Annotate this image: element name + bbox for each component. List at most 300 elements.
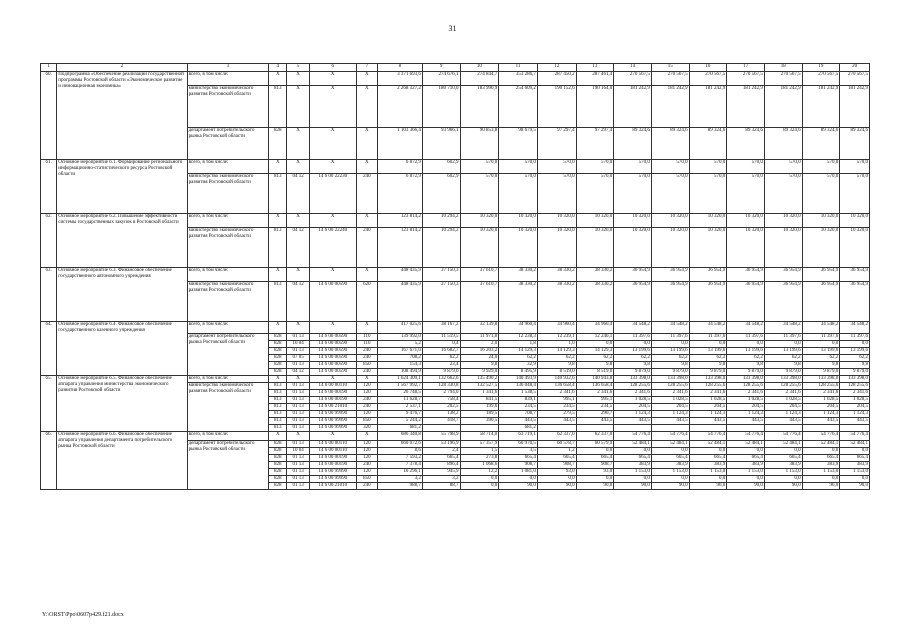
code-cell: 120 xyxy=(356,469,377,476)
value-cell: 204,5 xyxy=(689,404,727,411)
value-cell: 90,0 xyxy=(537,483,576,490)
value-cell: 133 398,0 xyxy=(802,376,840,383)
value-cell: 0,0 xyxy=(802,476,840,483)
code-cell: X xyxy=(287,214,309,228)
value-cell: 128 255,6 xyxy=(651,383,689,390)
value-cell: 90,0 xyxy=(576,483,614,490)
value-cell: 908,7 xyxy=(499,462,538,469)
value-cell: 1 153,0 xyxy=(651,469,689,476)
page-number: 31 xyxy=(448,24,457,33)
value-cell: 90,0 xyxy=(499,483,538,490)
value-cell: 570,0 xyxy=(802,160,840,174)
value-cell: 9,8 xyxy=(727,362,765,369)
row-executor: департамент потребительского рынка Ростовской области xyxy=(187,334,268,376)
value-cell: 93,0 xyxy=(537,469,576,476)
value-cell: 1 028,5 xyxy=(614,397,652,404)
value-cell: 90 853,8 xyxy=(460,128,499,160)
value-cell xyxy=(651,425,689,432)
value-cell: 0,0 xyxy=(499,476,538,483)
value-cell: 708,2 xyxy=(378,355,423,362)
value-cell: 383,9 xyxy=(764,462,802,469)
value-cell: 841,5 xyxy=(460,397,499,404)
value-cell: 52 484,1 xyxy=(651,441,689,448)
code-cell: 813 xyxy=(269,282,287,322)
code-cell: 120 xyxy=(356,383,377,390)
code-cell: 850 xyxy=(356,418,377,425)
code-cell: 813 xyxy=(269,411,287,418)
value-cell: 0,0 xyxy=(614,476,652,483)
value-cell: 570,0 xyxy=(651,174,689,214)
value-cell: 13 199,6 xyxy=(840,348,870,355)
code-cell: 813 xyxy=(269,383,287,390)
value-cell: 128 255,6 xyxy=(802,383,840,390)
value-cell: 54 776,4 xyxy=(764,432,802,441)
value-cell: 181 242,9 xyxy=(802,86,840,128)
code-cell: X xyxy=(287,128,309,160)
row-executor: всего, в том числе: xyxy=(187,432,268,441)
value-cell: 36 954,9 xyxy=(651,282,689,322)
code-cell: 01 13 xyxy=(287,390,309,397)
value-cell: 38 330,2 xyxy=(537,268,576,282)
code-cell: X xyxy=(309,214,356,228)
value-cell: 10 320,0 xyxy=(460,228,499,268)
code-cell: X xyxy=(356,160,377,174)
value-cell: 448 435,9 xyxy=(378,268,423,282)
code-cell: 01 13 xyxy=(287,348,309,355)
value-cell: 5,2 xyxy=(378,341,423,348)
value-cell: 10 320,0 xyxy=(840,228,870,268)
value-cell: 270 567,5 xyxy=(614,72,652,86)
value-cell: 3,5 xyxy=(499,448,538,455)
value-cell: 2 341,6 xyxy=(576,390,614,397)
code-cell: 04 12 xyxy=(287,228,309,268)
value-cell: 443,5 xyxy=(651,418,689,425)
value-cell: 287 461,4 xyxy=(576,72,614,86)
value-cell: 136 658,4 xyxy=(537,383,576,390)
value-cell: 9 879,0 xyxy=(614,369,652,376)
code-cell: X xyxy=(356,322,377,334)
value-cell: 1,0 xyxy=(537,341,576,348)
code-cell: 01 13 xyxy=(287,483,309,490)
value-cell xyxy=(576,425,614,432)
value-cell: 133 398,0 xyxy=(614,376,652,383)
code-cell: 14 6 00 00190 xyxy=(309,462,356,469)
value-cell: 52 484,1 xyxy=(802,441,840,448)
value-cell: 1 624 309,1 xyxy=(378,376,423,383)
header-cell: 6 xyxy=(309,64,356,72)
value-cell: 190 152,6 xyxy=(537,86,576,128)
budget-table xyxy=(40,63,870,490)
value-cell: 390,5 xyxy=(460,418,499,425)
value-cell: 8 519,0 xyxy=(537,369,576,376)
value-cell: 3,2 xyxy=(378,476,423,483)
value-cell: 204,5 xyxy=(764,404,802,411)
code-cell: X xyxy=(269,72,287,86)
code-cell: 120 xyxy=(356,390,377,397)
value-cell: 945,9 xyxy=(422,469,460,476)
header-cell: 4 xyxy=(269,64,287,72)
row-executor: министерство экономического развития Ростовской области xyxy=(187,174,268,214)
code-cell: X xyxy=(309,72,356,86)
value-cell: 204,5 xyxy=(614,404,652,411)
value-cell: 0,0 xyxy=(576,476,614,483)
value-cell: 9 929,0 xyxy=(460,369,499,376)
value-cell: 10 320,0 xyxy=(614,214,652,228)
row-executor: всего, в том числе: xyxy=(187,160,268,174)
value-cell xyxy=(689,425,727,432)
value-cell: 12 238,3 xyxy=(499,334,538,341)
value-cell: 681,2 xyxy=(378,425,423,432)
value-cell: 132 527,5 xyxy=(460,383,499,390)
value-cell: 1 028,5 xyxy=(689,397,727,404)
value-cell: 13 199,6 xyxy=(614,348,652,355)
value-cell: 36 954,9 xyxy=(651,268,689,282)
value-cell: 0,0 xyxy=(764,476,802,483)
code-cell: 01 13 xyxy=(287,469,309,476)
value-cell: 62,2 xyxy=(537,355,576,362)
value-cell: 570,0 xyxy=(840,160,870,174)
value-cell: 16 682,7 xyxy=(422,348,460,355)
value-cell: 570,0 xyxy=(651,160,689,174)
code-cell: 240 xyxy=(356,397,377,404)
code-cell: X xyxy=(269,214,287,228)
value-cell: 10 320,0 xyxy=(576,228,614,268)
value-cell: 128 255,6 xyxy=(689,383,727,390)
code-cell: 240 xyxy=(356,174,377,214)
value-cell: 10 320,0 xyxy=(651,214,689,228)
value-cell: 133 398,0 xyxy=(764,376,802,383)
code-cell: 14 6 00 00590 xyxy=(309,355,356,362)
header-cell: 15 xyxy=(651,64,689,72)
value-cell: 140 943,8 xyxy=(576,376,614,383)
value-cell: 52 484,1 xyxy=(614,441,652,448)
code-cell: 14 6 00 00590 xyxy=(309,369,356,376)
value-cell: 1 538,5 xyxy=(499,390,538,397)
value-cell: 38 330,2 xyxy=(576,268,614,282)
code-cell: X xyxy=(309,322,356,334)
value-cell: 90,0 xyxy=(764,483,802,490)
value-cell: 0,0 xyxy=(614,341,652,348)
value-cell: 34 548,2 xyxy=(689,322,727,334)
value-cell: 133 398,0 xyxy=(689,376,727,383)
header-cell: 19 xyxy=(802,64,840,72)
value-cell: 660 072,6 xyxy=(378,441,423,448)
value-cell xyxy=(537,425,576,432)
value-cell: 36 954,9 xyxy=(764,268,802,282)
code-cell: X xyxy=(356,86,377,128)
header-cell: 5 xyxy=(287,64,309,72)
value-cell: 443,5 xyxy=(499,418,538,425)
value-cell: 570,0 xyxy=(764,160,802,174)
value-cell: 1 124,3 xyxy=(727,411,765,418)
value-cell: 36 954,9 xyxy=(614,282,652,322)
value-cell: 62,2 xyxy=(840,355,870,362)
code-cell: X xyxy=(269,376,287,383)
row-executor: всего, в том числе: xyxy=(187,268,268,282)
value-cell: 9,8 xyxy=(576,362,614,369)
value-cell: 1 124,3 xyxy=(840,411,870,418)
value-cell: 36 954,9 xyxy=(802,282,840,322)
code-cell: 120 xyxy=(356,455,377,462)
value-cell: 383,9 xyxy=(802,462,840,469)
header-cell: 16 xyxy=(689,64,727,72)
value-cell: 10 320,0 xyxy=(499,228,538,268)
value-cell: 10 320,0 xyxy=(537,214,576,228)
value-cell: 443,5 xyxy=(537,418,576,425)
value-cell: 2 341,6 xyxy=(802,390,840,397)
value-cell: 13 199,6 xyxy=(689,348,727,355)
value-cell: 183 990,9 xyxy=(460,86,499,128)
value-cell: 62,2 xyxy=(802,355,840,362)
value-cell: 448 435,9 xyxy=(378,282,423,322)
table-row xyxy=(41,432,870,441)
code-cell: 14 6 00 99990 xyxy=(309,469,356,476)
code-cell: 813 xyxy=(269,228,287,268)
value-cell: 10 320,0 xyxy=(651,228,689,268)
value-cell: 10 320,0 xyxy=(764,228,802,268)
code-cell: 01 13 xyxy=(287,418,309,425)
value-cell: 570,0 xyxy=(499,160,538,174)
value-cell: 62 337,0 xyxy=(537,432,576,441)
value-cell: 9 879,0 xyxy=(840,369,870,376)
value-cell: 11 628,7 xyxy=(378,397,423,404)
value-cell: 1,5 xyxy=(460,448,499,455)
value-cell: 383,9 xyxy=(614,462,652,469)
value-cell: 136 658,4 xyxy=(576,383,614,390)
code-cell: 813 xyxy=(269,397,287,404)
value-cell: 3 371 693,6 xyxy=(378,72,423,86)
value-cell: 0,0 xyxy=(576,448,614,455)
code-cell: 14 6 00 22230 xyxy=(309,174,356,214)
code-cell: 14 6 00 00110 xyxy=(309,441,356,448)
value-cell: 89 324,6 xyxy=(727,128,765,160)
value-cell: 36 954,9 xyxy=(840,268,870,282)
table-header-row xyxy=(41,64,870,72)
value-cell: 570,0 xyxy=(576,174,614,214)
value-cell: 62 337,0 xyxy=(576,432,614,441)
table-row xyxy=(41,376,870,383)
value-cell: 2 537,1 xyxy=(378,404,423,411)
value-cell: 570,0 xyxy=(802,174,840,214)
value-cell: 1 028,5 xyxy=(802,397,840,404)
value-cell: 0,0 xyxy=(840,341,870,348)
value-cell: 11 519,5 xyxy=(422,334,460,341)
value-cell: 135 490,2 xyxy=(460,376,499,383)
value-cell: 2 341,6 xyxy=(764,390,802,397)
code-cell: 14 6 00 21010 xyxy=(309,404,356,411)
value-cell: 52 484,1 xyxy=(840,441,870,448)
value-cell: 189,5 xyxy=(460,411,499,418)
row-executor: всего, в том числе: xyxy=(187,214,268,228)
header-cell: 2 xyxy=(57,64,187,72)
value-cell: 2 341,6 xyxy=(614,390,652,397)
value-cell: 93,0 xyxy=(576,469,614,476)
value-cell: 2 341,6 xyxy=(537,390,576,397)
value-cell: 6 872,9 xyxy=(378,174,423,214)
value-cell: 665,4 xyxy=(651,455,689,462)
value-cell: 16 203,2 xyxy=(460,348,499,355)
code-cell: 10 04 xyxy=(287,448,309,455)
value-cell: 353 286,7 xyxy=(499,72,538,86)
value-cell: 9,8 xyxy=(802,362,840,369)
value-cell: 570,0 xyxy=(764,174,802,214)
code-cell: 01 13 xyxy=(287,362,309,369)
value-cell: 570,0 xyxy=(614,174,652,214)
code-cell: 01 13 xyxy=(287,404,309,411)
row-number: 60. xyxy=(41,72,57,160)
value-cell: 0,0 xyxy=(689,341,727,348)
value-cell: 36 954,9 xyxy=(802,268,840,282)
value-cell: 199,6 xyxy=(460,404,499,411)
row-name: Основное мероприятие 6.5. Финансовое обеспечение аппарата управления министерства экономического развития Ростовской области xyxy=(57,376,187,432)
row-executor: всего, в том числе: xyxy=(187,72,268,86)
code-cell: 14 6 00 99990 xyxy=(309,425,356,432)
value-cell: 204,5 xyxy=(840,404,870,411)
value-cell: 202,5 xyxy=(422,404,460,411)
code-cell: 828 xyxy=(269,334,287,341)
value-cell: 34 960,4 xyxy=(576,322,614,334)
code-cell: 320 xyxy=(356,425,377,432)
code-cell: 14 6 00 99990 xyxy=(309,418,356,425)
value-cell: 14 129,3 xyxy=(499,348,538,355)
value-cell: 58 714,0 xyxy=(460,432,499,441)
value-cell: 0,0 xyxy=(689,448,727,455)
value-cell: 133 398,0 xyxy=(727,376,765,383)
value-cell: 139 992,0 xyxy=(378,334,423,341)
code-cell: 01 13 xyxy=(287,383,309,390)
value-cell: 570,0 xyxy=(727,160,765,174)
value-cell: 204,5 xyxy=(651,404,689,411)
value-cell: 90,0 xyxy=(651,483,689,490)
value-cell: 1 028,5 xyxy=(727,397,765,404)
value-cell: 60 578,7 xyxy=(537,441,576,448)
value-cell: 443,5 xyxy=(840,418,870,425)
value-cell: 1 124,3 xyxy=(802,411,840,418)
value-cell: 9 476,7 xyxy=(378,411,423,418)
value-cell: 181 242,9 xyxy=(689,86,727,128)
row-number: 63. xyxy=(41,268,57,322)
value-cell: 1 028,5 xyxy=(651,397,689,404)
value-cell: 1,2 xyxy=(537,448,576,455)
code-cell: 828 xyxy=(269,483,287,490)
value-cell: 2 341,6 xyxy=(651,390,689,397)
value-cell: 34 548,2 xyxy=(840,322,870,334)
value-cell: 32 139,8 xyxy=(460,322,499,334)
value-cell: 234,5 xyxy=(499,404,538,411)
value-cell: 38 330,2 xyxy=(537,282,576,322)
header-cell: 13 xyxy=(576,64,614,72)
value-cell: 602,9 xyxy=(422,160,460,174)
value-cell: 57 357,9 xyxy=(460,441,499,448)
value-cell: 570,0 xyxy=(460,174,499,214)
value-cell: 38 330,2 xyxy=(499,282,538,322)
code-cell: 14 6 00 00190 xyxy=(309,397,356,404)
value-cell: 62,2 xyxy=(614,355,652,362)
code-cell: X xyxy=(287,160,309,174)
value-cell: 128 255,6 xyxy=(764,383,802,390)
value-cell: 570,0 xyxy=(576,160,614,174)
value-cell: 13 199,6 xyxy=(651,348,689,355)
code-cell: 813 xyxy=(269,418,287,425)
code-cell: 828 xyxy=(269,362,287,369)
value-cell: 2 341,6 xyxy=(727,390,765,397)
row-executor: департамент потребительского рынка Ростовской области xyxy=(187,128,268,160)
value-cell: 89 324,6 xyxy=(840,128,870,160)
code-cell: X xyxy=(287,72,309,86)
value-cell: 11 397,6 xyxy=(689,334,727,341)
value-cell: 0,0 xyxy=(764,341,802,348)
code-cell: 14 6 00 00590 xyxy=(309,348,356,355)
value-cell: 10 320,0 xyxy=(727,214,765,228)
value-cell: 133 398,0 xyxy=(840,376,870,383)
value-cell: 181 242,9 xyxy=(764,86,802,128)
value-cell: 140 932,6 xyxy=(537,376,576,383)
value-cell: 97 297,4 xyxy=(576,128,614,160)
value-cell: 10 320,0 xyxy=(614,228,652,268)
value-cell: 90,0 xyxy=(614,483,652,490)
value-cell: 181 242,9 xyxy=(651,86,689,128)
value-cell: 570,0 xyxy=(840,174,870,214)
value-cell: 0,0 xyxy=(764,448,802,455)
code-cell: 14 6 00 00110 xyxy=(309,383,356,390)
value-cell: 279,5 xyxy=(537,411,576,418)
code-cell: X xyxy=(269,160,287,174)
value-cell: 54 776,4 xyxy=(802,432,840,441)
table-row xyxy=(41,214,870,228)
value-cell: 9,8 xyxy=(614,362,652,369)
value-cell: 0,0 xyxy=(802,341,840,348)
value-cell: 665,4 xyxy=(614,455,652,462)
value-cell: 708,7 xyxy=(499,411,538,418)
value-cell: 9,8 xyxy=(537,362,576,369)
value-cell: 10 320,0 xyxy=(460,214,499,228)
value-cell: 10 320,0 xyxy=(802,228,840,268)
value-cell: 10 320,0 xyxy=(764,214,802,228)
value-cell: 758,4 xyxy=(422,397,460,404)
value-cell: 570,0 xyxy=(537,160,576,174)
value-cell: 570,0 xyxy=(499,174,538,214)
value-cell: 10 296,1 xyxy=(378,469,423,476)
code-cell: 14 6 00 00110 xyxy=(309,448,356,455)
value-cell: 383,9 xyxy=(651,462,689,469)
value-cell: 1 153,0 xyxy=(840,469,870,476)
value-cell: 62,2 xyxy=(727,355,765,362)
code-cell: X xyxy=(356,128,377,160)
value-cell: 62,2 xyxy=(689,355,727,362)
value-cell: 32,9 xyxy=(499,362,538,369)
code-cell: 14 6 00 21010 xyxy=(309,483,356,490)
value-cell xyxy=(614,425,652,432)
code-cell: X xyxy=(356,72,377,86)
value-cell: 34 960,4 xyxy=(499,322,538,334)
code-cell: 04 12 xyxy=(287,282,309,322)
value-cell: 90,0 xyxy=(727,483,765,490)
row-executor: министерство экономического развития Ростовской области xyxy=(187,228,268,268)
value-cell: 181 242,9 xyxy=(727,86,765,128)
value-cell: 1 153,0 xyxy=(764,469,802,476)
header-cell: 17 xyxy=(727,64,765,72)
value-cell: 128 255,6 xyxy=(840,383,870,390)
value-cell: 138,2 xyxy=(422,411,460,418)
row-name: Основное мероприятие 6.3. Финансовое обеспечение государственного автономного учреждения xyxy=(57,268,187,322)
value-cell: 38 330,2 xyxy=(576,282,614,322)
value-cell: 443,5 xyxy=(576,418,614,425)
code-cell: 828 xyxy=(269,455,287,462)
value-cell: 274 676,1 xyxy=(422,72,460,86)
value-cell: 570,0 xyxy=(460,160,499,174)
value-cell: 9 879,0 xyxy=(802,369,840,376)
value-cell: 0,0 xyxy=(727,341,765,348)
